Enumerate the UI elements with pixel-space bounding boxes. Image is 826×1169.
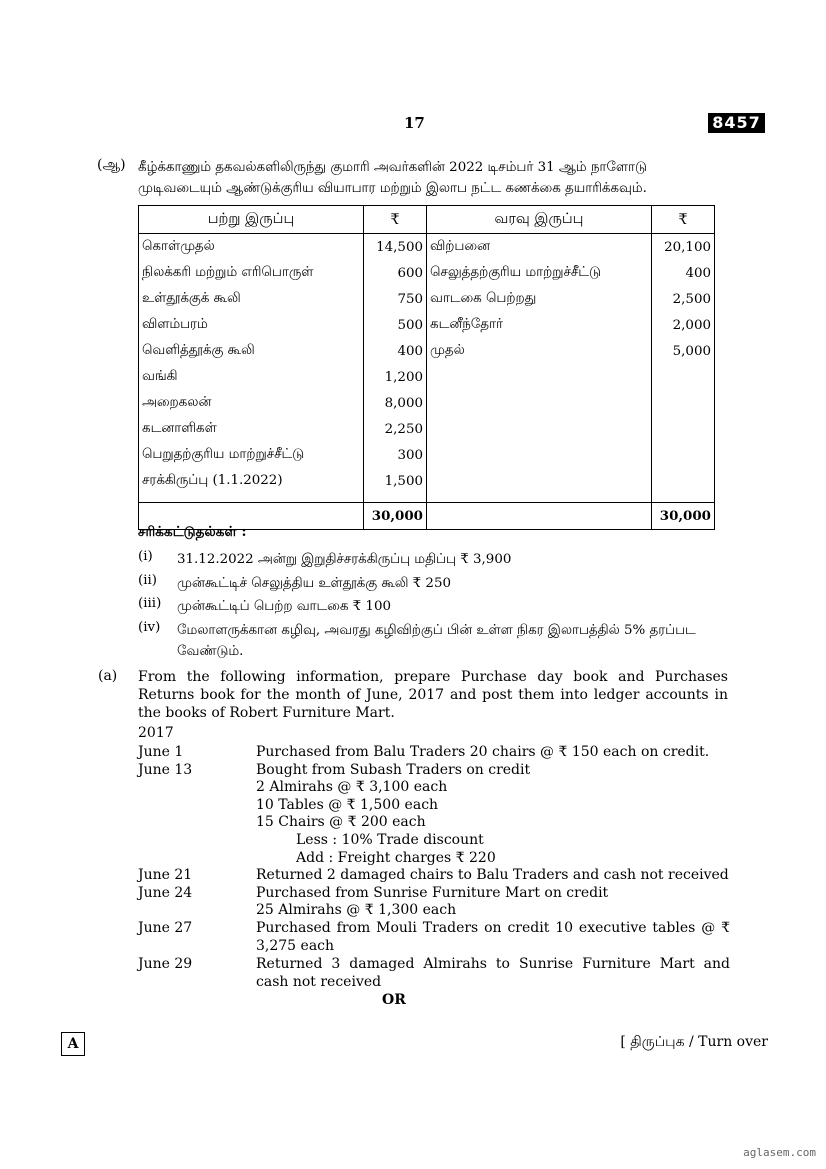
debit-item: அறைகலன் [139,390,364,416]
table-row [139,442,715,468]
turn-over-label: [ திருப்புக / Turn over [620,1034,768,1050]
entry-subline: Add : Freight charges ₹ 220 [296,850,496,866]
table-row [139,338,715,364]
total-credit: 30,000 [652,503,715,530]
debit-item: வங்கி [139,364,364,390]
debit-amount: 1,200 [364,364,427,390]
series-box: A [61,1032,85,1056]
adjustment-text: மேலாளருக்கான கழிவு, அவரது கழிவிற்குப் பின் உள்ள நிகர இலாபத்தில் 5% தரப்பட வேண்டும். [177,623,696,659]
adjustment-text: 31.12.2022 அன்று இறுதிச்சரக்கிருப்பு மதிப்பு ₹ 3,900 [177,552,512,567]
entry-line: 15 Chairs @ ₹ 200 each [256,814,426,830]
entry-line: 2 Almirahs @ ₹ 3,100 each [256,779,448,795]
credit-item [427,416,652,442]
debit-amount: 1,500 [364,468,427,494]
question-marker-tamil: (ஆ) [97,157,126,173]
entry-line: Returned 2 damaged chairs to Balu Traders and cash not received [256,867,729,883]
entry-line: 25 Almirahs @ ₹ 1,300 each [256,902,457,918]
entry-date: June 1 [138,744,184,760]
adjustment-text: முன்கூட்டிப் பெற்ற வாடகை ₹ 100 [177,599,391,614]
credit-item: கடனீந்தோர் [427,312,652,338]
table-row [139,260,715,286]
table-row [139,234,715,261]
table-row [139,286,715,312]
entry-date: June 27 [138,920,193,936]
debit-amount: 14,500 [364,234,427,261]
credit-amount: 5,000 [652,338,715,364]
entry-date: June 21 [138,867,193,883]
debit-item: பெறுதற்குரிய மாற்றுச்சீட்டு [139,442,364,468]
credit-amount [652,416,715,442]
header-debit-balance: பற்று இருப்பு [139,206,364,234]
entry-line: Bought from Subash Traders on credit [256,762,531,778]
question-text-english: From the following information, prepare Purchase day book and Purchases Returns book for the month of June, 2017 and post them into ledger accounts in the books of Robert Furniture Mart. [138,669,728,721]
credit-item: முதல் [427,338,652,364]
credit-item [427,364,652,390]
credit-amount: 2,000 [652,312,715,338]
credit-amount [652,468,715,494]
table-row [139,468,715,494]
question-marker-english: (a) [98,668,118,684]
paper-code-badge: 8457 [708,113,765,133]
header-credit-balance: வரவு இருப்பு [427,206,652,234]
debit-item: நிலக்கரி மற்றும் எரிபொருள் [139,260,364,286]
page-number: 17 [404,114,425,132]
entry-subline: Less : 10% Trade discount [296,832,484,848]
question-text-tamil: கீழ்க்காணும் தகவல்களிலிருந்து குமாரி அவர்களின் 2022 டிசம்பர் 31 ஆம் நாளோடு முடிவடையும் ஆண்டுக்குரிய வியாபார மற்றும் இலாப நட்ட கணக்கை தயாரிக்கவும். [138,160,647,196]
debit-amount: 8,000 [364,390,427,416]
credit-amount [652,364,715,390]
adjustment-number: (iii) [138,596,162,611]
entry-line: Purchased from Balu Traders 20 chairs @ ₹ 150 each on credit. [256,744,710,760]
debit-item: சரக்கிருப்பு (1.1.2022) [139,468,364,494]
trial-balance-table [138,205,715,530]
credit-amount: 20,100 [652,234,715,261]
entry-line: Purchased from Mouli Traders on credit 10 executive tables @ ₹ 3,275 each [256,920,730,954]
debit-amount: 600 [364,260,427,286]
entry-date: June 13 [138,762,193,778]
credit-amount [652,390,715,416]
table-row [139,416,715,442]
entry-date: June 24 [138,885,193,901]
entry-date: June 29 [138,956,193,972]
total-debit: 30,000 [364,503,427,530]
adjustment-number: (i) [138,549,153,564]
header-debit-amount: ₹ [364,206,427,234]
debit-amount: 400 [364,338,427,364]
credit-item [427,390,652,416]
table-row [139,390,715,416]
entry-line: 10 Tables @ ₹ 1,500 each [256,797,439,813]
year-label: 2017 [138,725,174,741]
credit-amount: 400 [652,260,715,286]
adjustments-title: சரிக்கட்டுதல்கள் : [138,524,247,540]
debit-item: விளம்பரம் [139,312,364,338]
header-credit-amount: ₹ [652,206,715,234]
adjustment-number: (ii) [138,573,158,588]
debit-item: வெளித்தூக்கு கூலி [139,338,364,364]
or-separator: OR [382,992,406,1008]
adjustment-text: முன்கூட்டிச் செலுத்திய உள்தூக்கு கூலி ₹ 250 [177,576,451,591]
credit-amount: 2,500 [652,286,715,312]
entry-line: Returned 3 damaged Almirahs to Sunrise Furniture Mart and cash not received [256,956,730,990]
debit-amount: 2,250 [364,416,427,442]
credit-item [427,468,652,494]
credit-item: செலுத்தற்குரிய மாற்றுச்சீட்டு [427,260,652,286]
table-row [139,364,715,390]
credit-amount [652,442,715,468]
adjustment-number: (iv) [138,620,161,635]
table-spacer-row [139,494,715,503]
entry-line: Purchased from Sunrise Furniture Mart on credit [256,885,609,901]
debit-amount: 300 [364,442,427,468]
debit-item: கொள்முதல் [139,234,364,261]
credit-item: வாடகை பெற்றது [427,286,652,312]
table-row [139,312,715,338]
watermark: aglasem.com [743,1146,816,1159]
credit-item: விற்பனை [427,234,652,261]
debit-item: உள்தூக்குக் கூலி [139,286,364,312]
table-header-row [139,206,715,234]
debit-amount: 500 [364,312,427,338]
total-blank-right [427,503,652,530]
debit-amount: 750 [364,286,427,312]
credit-item [427,442,652,468]
debit-item: கடனாளிகள் [139,416,364,442]
